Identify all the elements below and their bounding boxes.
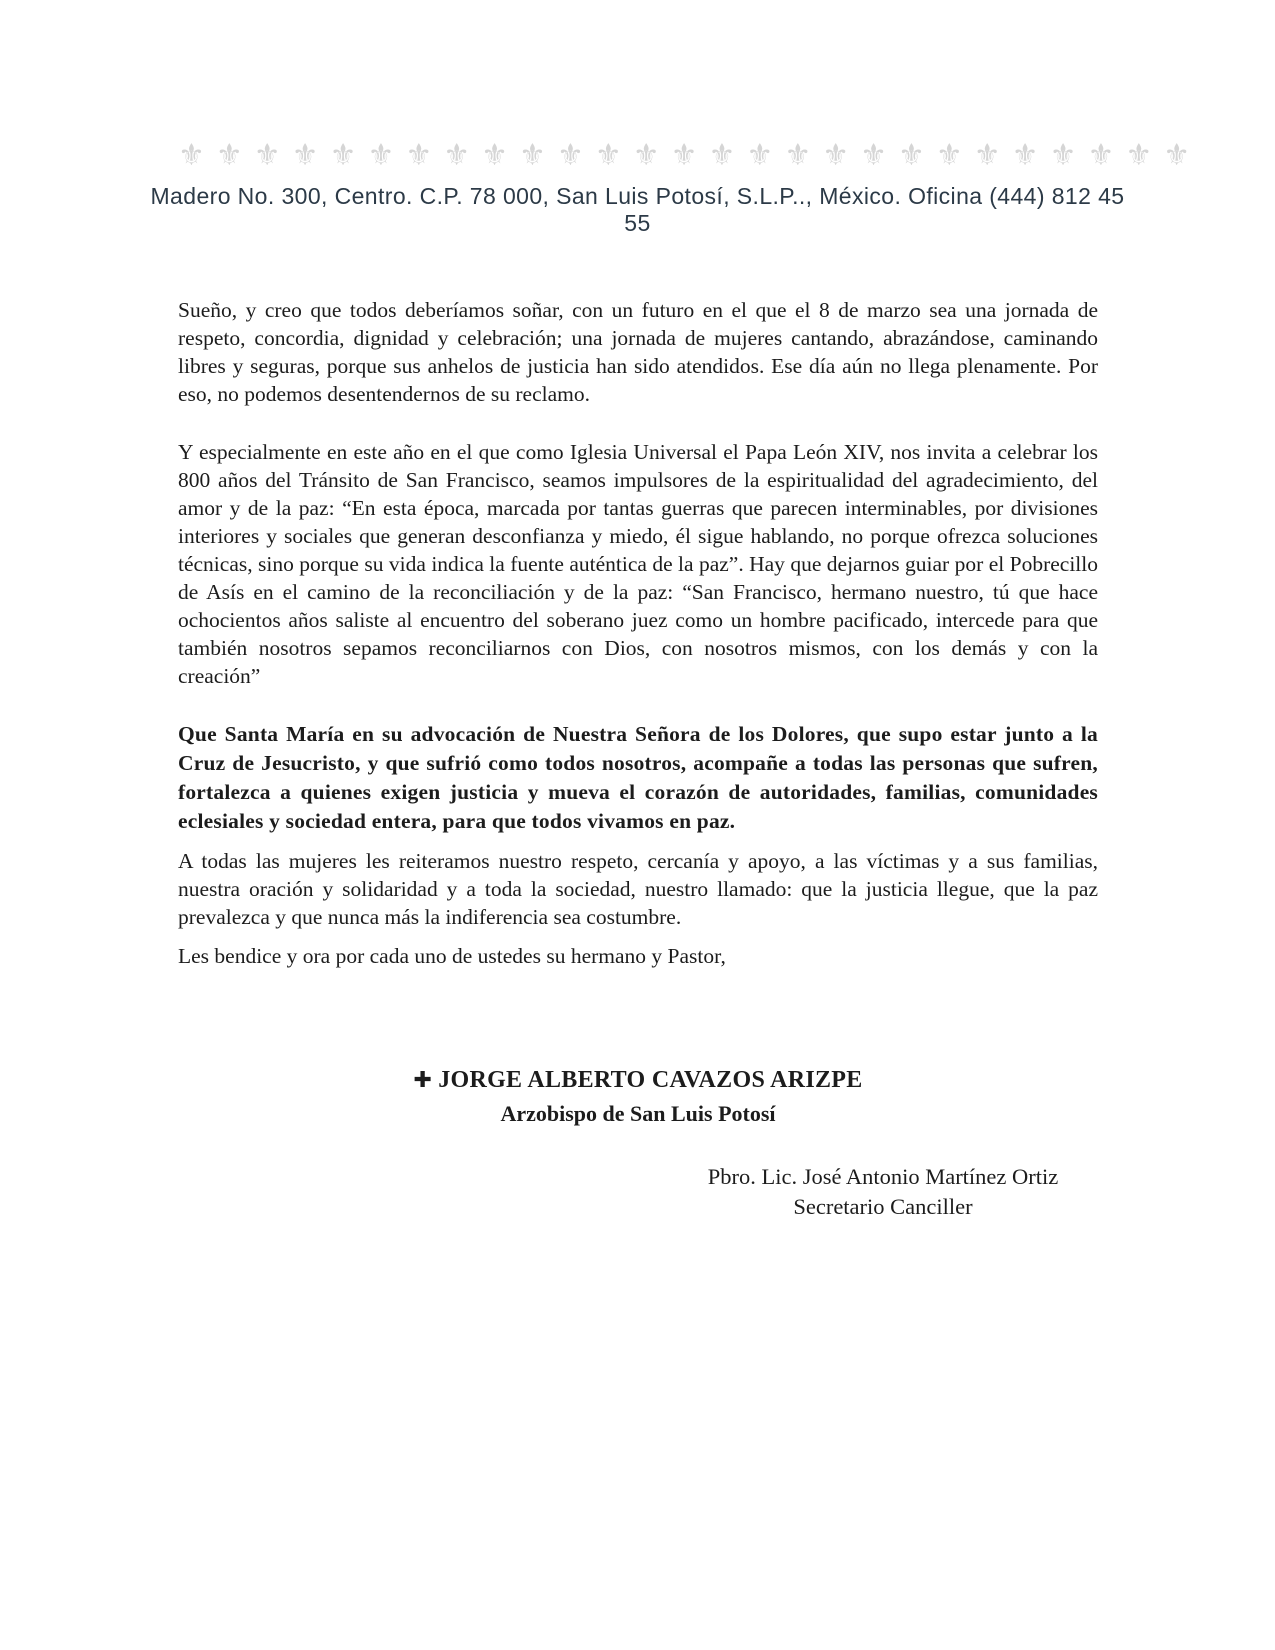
secretary-name: Pbro. Lic. José Antonio Martínez Ortiz bbox=[707, 1164, 1059, 1189]
archbishop-name: JORGE ALBERTO CAVAZOS ARIZPE bbox=[438, 1067, 863, 1093]
secretary-block bbox=[668, 1162, 1098, 1222]
paragraph-dream: Sueño, y creo que todos deberíamos soñar, con un futuro en el que el 8 de marzo sea una jornada de respeto, concordia, dignidad y celebración; una jornada de mujeres cantando, abrazándose, caminando libres y seguras, porque sus anhelos de justicia han sido atendidos. Ese día aún no llega plenamente. Por eso, no podemos desentendernos de su reclamo. bbox=[178, 298, 1098, 406]
fleur-de-lis-ornament-row: ⚜⚜⚜⚜⚜⚜⚜⚜⚜⚜⚜⚜⚜⚜⚜⚜⚜⚜⚜⚜⚜⚜⚜⚜⚜⚜⚜ bbox=[178, 138, 1202, 173]
paragraph-mujeres: A todas las mujeres les reiteramos nuestro respeto, cercanía y apoyo, a las víctimas y a sus familias, nuestra oración y solidaridad y a toda la sociedad, nuestro llamado: que la justicia llegue, que la paz prevalezca y que nunca más la indiferencia sea costumbre. bbox=[178, 849, 1098, 929]
letter-body bbox=[178, 296, 1098, 1222]
letterhead-address: Madero No. 300, Centro. C.P. 78 000, San Luis Potosí, S.L.P.., México. Oficina (444) 812 45 55 bbox=[150, 183, 1125, 236]
paragraph-san-francisco: Y especialmente en este año en el que como Iglesia Universal el Papa León XIV, nos invita a celebrar los 800 años del Tránsito de San Francisco, seamos impulsores de la espiritualidad del agradecimiento, del amor y de la paz: “En esta época, marcada por tantas guerras que parecen interminables, por divisiones interiores y sociales que generan desconfianza y miedo, él sigue hablando, no porque ofrezca soluciones técnicas, sino porque su vida indica la fuente auténtica de la paz”. Hay que dejarnos guiar por el Pobrecillo de Asís en el camino de la reconciliación y de la paz: “San Francisco, hermano nuestro, tú que hace ochocientos años saliste al encuentro del soberano juez como un hombre pacificado, intercede para que también nosotros sepamos reconciliarnos con Dios, con nosotros mismos, con los demás y con la creación” bbox=[178, 440, 1098, 688]
secretary-title: Secretario Canciller bbox=[793, 1194, 973, 1219]
paragraph-blessing: Les bendice y ora por cada uno de ustedes su hermano y Pastor, bbox=[178, 944, 726, 968]
signature-block bbox=[178, 1062, 1098, 1129]
signature-name-line bbox=[178, 1062, 1098, 1099]
episcopal-cross-icon: ✚ bbox=[413, 1068, 433, 1093]
archbishop-title: Arzobispo de San Luis Potosí bbox=[500, 1101, 776, 1126]
paragraph-santa-maria-bold: Que Santa María en su advocación de Nuestra Señora de los Dolores, que supo estar junto a la Cruz de Jesucristo, y que sufrió como todos nosotros, acompañe a todas las personas que sufren, fortalezca a quienes exigen justicia y mueva el corazón de autoridades, familias, comunidades eclesiales y sociedad entera, para que todos vivamos en paz. bbox=[178, 722, 1098, 833]
